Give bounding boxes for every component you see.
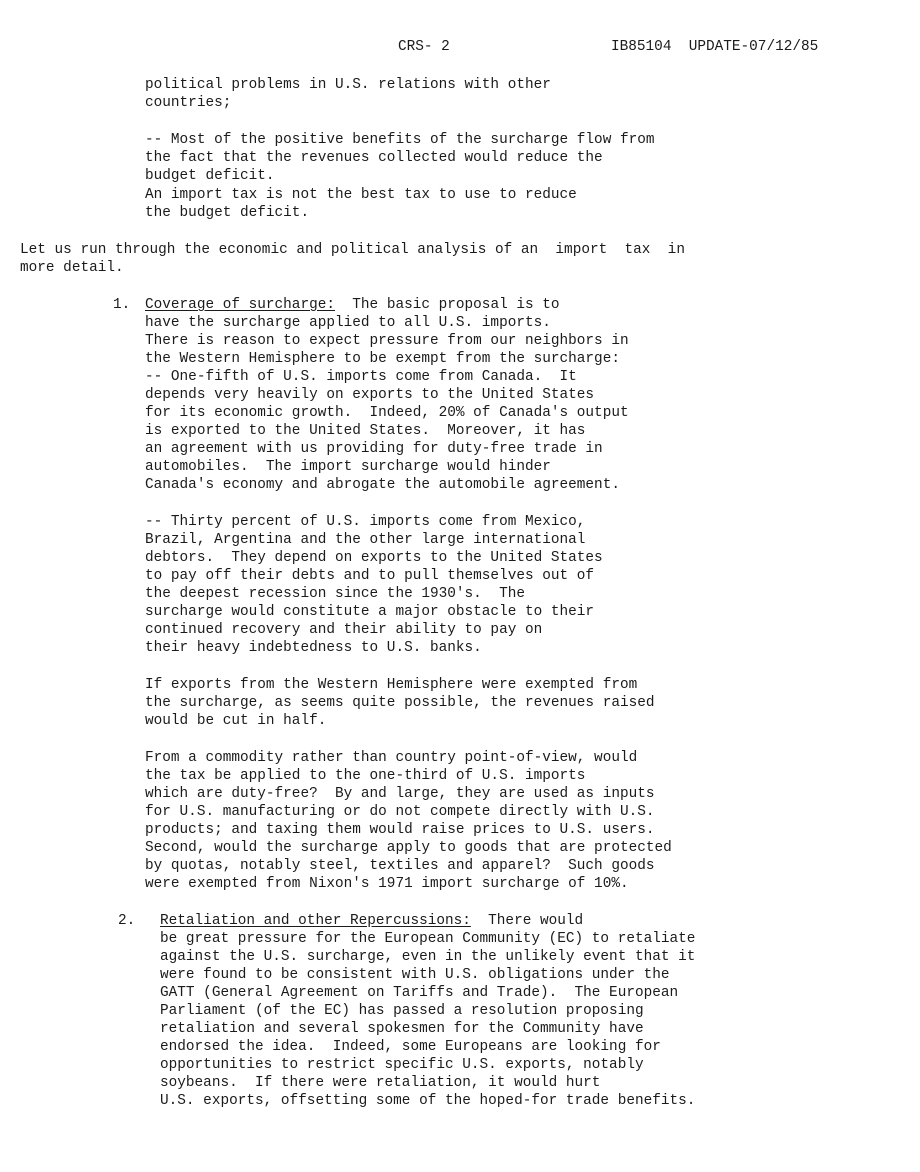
heading-continuation: The basic proposal is to bbox=[335, 297, 560, 313]
text-line: GATT (General Agreement on Tariffs and Trade). The European bbox=[160, 985, 679, 1001]
item-heading: Coverage of surcharge: bbox=[145, 297, 335, 313]
text-line: retaliation and several spokesmen for the Community have bbox=[160, 1021, 644, 1037]
text-line: continued recovery and their ability to pay on bbox=[145, 622, 543, 638]
lead-line: Let us run through the economic and political analysis of an import tax in bbox=[20, 242, 685, 258]
text-line: the surcharge, as seems quite possible, the revenues raised bbox=[145, 695, 655, 711]
text-line: the fact that the revenues collected would reduce the bbox=[145, 150, 603, 166]
text-line: by quotas, notably steel, textiles and apparel? Such goods bbox=[145, 858, 655, 874]
item-number: 2. bbox=[118, 913, 136, 929]
text-line: There is reason to expect pressure from our neighbors in bbox=[145, 333, 629, 349]
text-line: surcharge would constitute a major obstacle to their bbox=[145, 604, 595, 620]
text-line: against the U.S. surcharge, even in the unlikely event that it bbox=[160, 949, 696, 965]
item-first-line bbox=[145, 296, 560, 314]
text-line: their heavy indebtedness to U.S. banks. bbox=[145, 640, 482, 656]
text-line: for its economic growth. Indeed, 20% of Canada's output bbox=[145, 405, 629, 421]
text-line: Canada's economy and abrogate the automobile agreement. bbox=[145, 477, 620, 493]
text-line: the budget deficit. bbox=[145, 205, 310, 221]
text-line: an agreement with us providing for duty-free trade in bbox=[145, 441, 603, 457]
text-line: An import tax is not the best tax to use to reduce bbox=[145, 187, 577, 203]
text-line: U.S. exports, offsetting some of the hoped-for trade benefits. bbox=[160, 1093, 696, 1109]
text-line: the tax be applied to the one-third of U.S. imports bbox=[145, 768, 586, 784]
text-line: automobiles. The import surcharge would hinder bbox=[145, 459, 551, 475]
text-line: Parliament (of the EC) has passed a resolution proposing bbox=[160, 1003, 644, 1019]
heading-continuation: There would bbox=[470, 913, 584, 929]
text-line: If exports from the Western Hemisphere were exempted from bbox=[145, 677, 638, 693]
text-line: endorsed the idea. Indeed, some Europeans are looking for bbox=[160, 1039, 661, 1055]
text-line: -- Most of the positive benefits of the surcharge flow from bbox=[145, 132, 655, 148]
text-line: have the surcharge applied to all U.S. imports. bbox=[145, 315, 551, 331]
text-line: were found to be consistent with U.S. obligations under the bbox=[160, 967, 670, 983]
text-line: budget deficit. bbox=[145, 168, 275, 184]
text-line: to pay off their debts and to pull themselves out of bbox=[145, 568, 595, 584]
text-line: political problems in U.S. relations with other bbox=[145, 77, 551, 93]
text-line: the deepest recession since the 1930's. The bbox=[145, 586, 525, 602]
text-line: be great pressure for the European Community (EC) to retaliate bbox=[160, 931, 696, 947]
lead-line: more detail. bbox=[20, 260, 124, 276]
text-line: debtors. They depend on exports to the United States bbox=[145, 550, 603, 566]
text-line: -- One-fifth of U.S. imports come from Canada. It bbox=[145, 369, 577, 385]
text-line: -- Thirty percent of U.S. imports come from Mexico, bbox=[145, 514, 586, 530]
text-line: which are duty-free? By and large, they are used as inputs bbox=[145, 786, 655, 802]
text-line: From a commodity rather than country point-of-view, would bbox=[145, 750, 638, 766]
item-heading: Retaliation and other Repercussions: bbox=[160, 913, 471, 929]
text-line: would be cut in half. bbox=[145, 713, 327, 729]
item-first-line bbox=[160, 912, 583, 930]
text-line: products; and taxing them would raise prices to U.S. users. bbox=[145, 822, 655, 838]
report-id: IB85104 UPDATE-07/12/85 bbox=[611, 39, 819, 55]
text-line: were exempted from Nixon's 1971 import surcharge of 10%. bbox=[145, 876, 629, 892]
text-line: opportunities to restrict specific U.S. exports, notably bbox=[160, 1057, 644, 1073]
text-line: Brazil, Argentina and the other large international bbox=[145, 532, 586, 548]
text-line: the Western Hemisphere to be exempt from the surcharge: bbox=[145, 351, 620, 367]
text-line: is exported to the United States. Moreover, it has bbox=[145, 423, 586, 439]
text-line: countries; bbox=[145, 95, 232, 111]
text-line: for U.S. manufacturing or do not compete directly with U.S. bbox=[145, 804, 655, 820]
text-line: Second, would the surcharge apply to goods that are protected bbox=[145, 840, 672, 856]
text-line: depends very heavily on exports to the United States bbox=[145, 387, 595, 403]
item-number: 1. bbox=[113, 297, 131, 313]
text-line: soybeans. If there were retaliation, it would hurt bbox=[160, 1075, 601, 1091]
page-number: CRS- 2 bbox=[398, 39, 450, 55]
